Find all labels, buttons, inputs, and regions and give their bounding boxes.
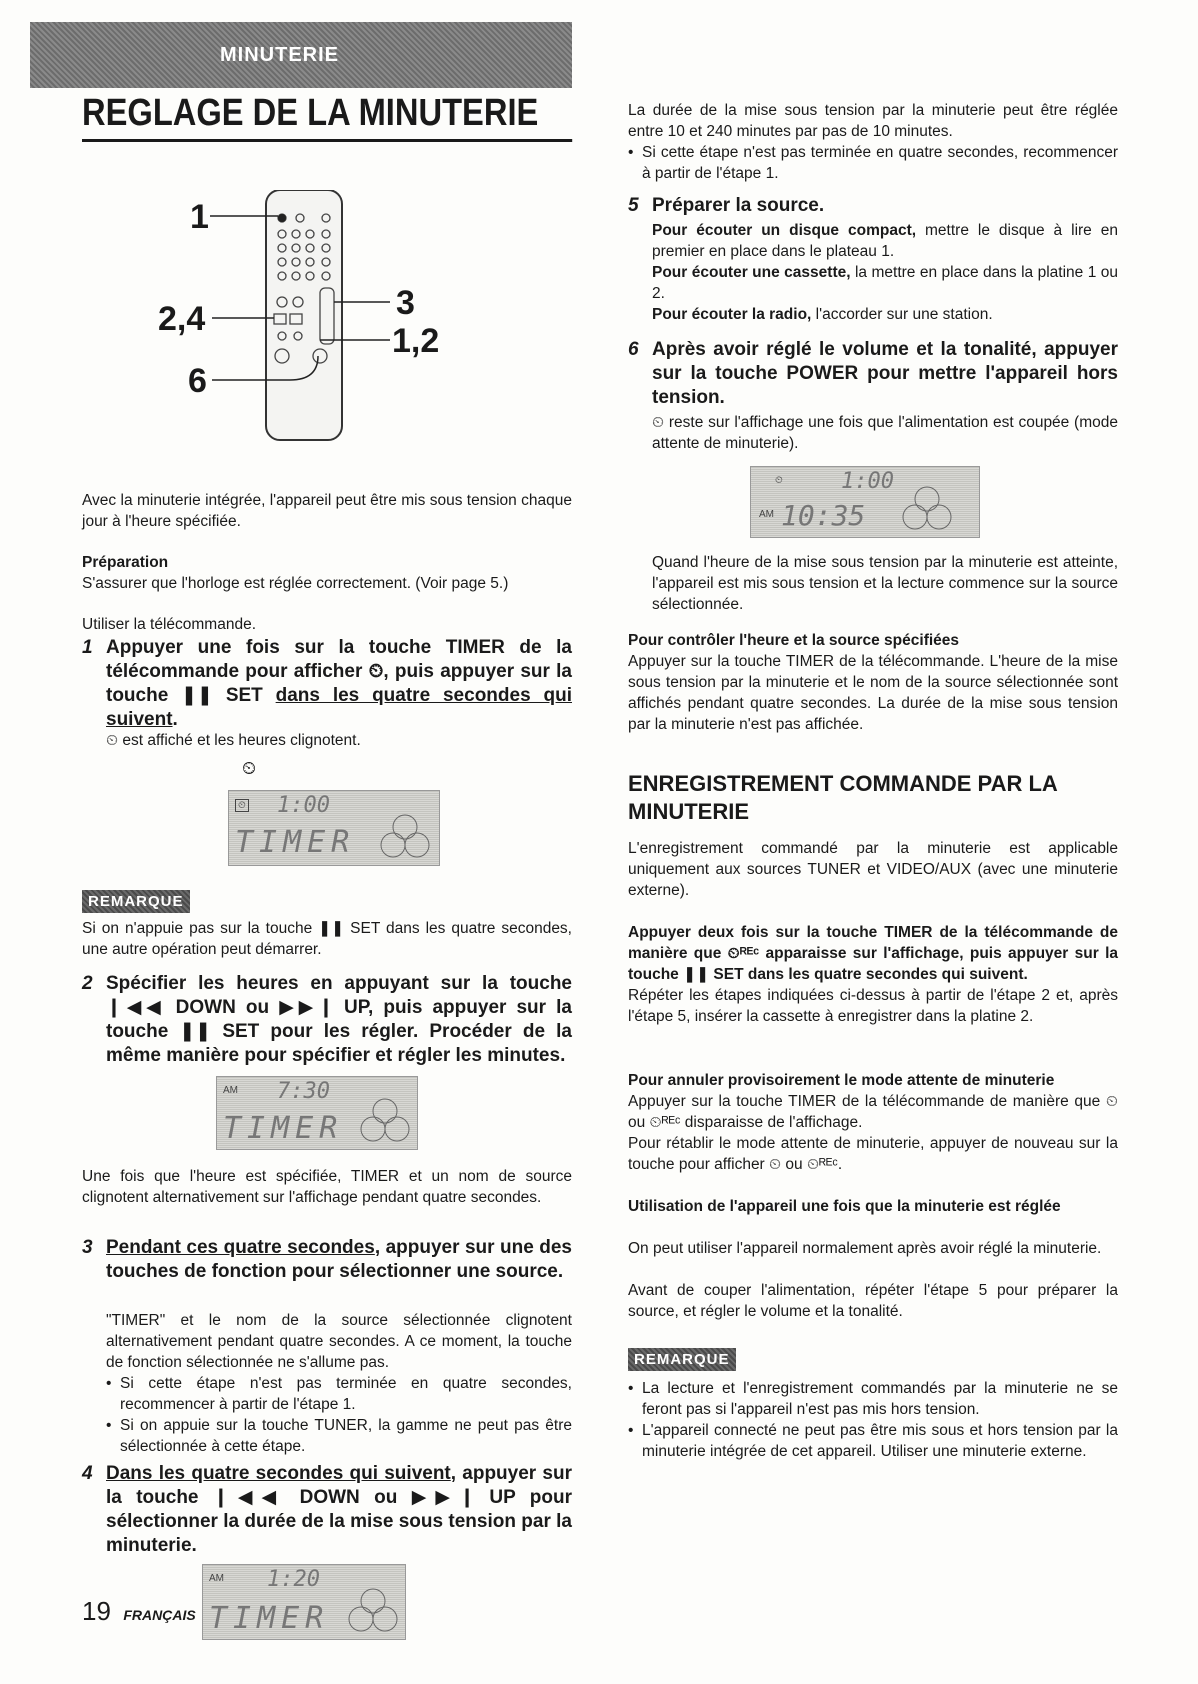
disc-indicator-icon <box>359 1097 411 1143</box>
source-radio <box>628 304 1118 325</box>
source-cassette-text: la mettre en place dans la platine 1 ou 2. <box>652 264 1118 302</box>
recording-intro: L'enregistrement commandé par la minuterie est applicable uniquement aux sources TUNER et VIDEO/AUX (avec une minuterie externe). <box>628 840 1118 899</box>
source-cassette <box>628 262 1118 304</box>
source-cd-lead: Pour écouter un disque compact, <box>652 222 917 239</box>
usage-text-1: On peut utiliser l'appareil normalement après avoir réglé la minuterie. <box>628 1240 1102 1257</box>
step-4-text: , appuyer sur la touche ❙◀◀ DOWN ou ▶▶❙ UP pour sélectionner la durée de la mise sous tension par la minuterie. <box>106 1463 572 1556</box>
lcd-4-main: 10:35 <box>781 499 866 532</box>
remarque-2-bullet-1: • La lecture et l'enregistrement commandés par la minuterie ne se feront pas si l'appareil n'est pas mis hors tension. <box>628 1378 1118 1420</box>
lcd-1-top-digits: 1:00 <box>277 793 330 818</box>
remote-illustration <box>158 190 470 450</box>
cancel-text-1: Appuyer sur la touche TIMER de la télécommande de manière que ⏲ ou ⏲ᴿᴱᶜ disparaisse de l'affichage. <box>628 1093 1118 1131</box>
remarque-badge-2 <box>628 1348 736 1371</box>
recording-text: Répéter les étapes indiquées ci-dessus à partir de l'étape 2 et, après l'étape 5, insérer la cassette à enregistrer dans la platine 2. <box>628 987 1118 1025</box>
lcd-display-2 <box>216 1076 418 1150</box>
lcd-3-ampm: AM <box>209 1573 224 1584</box>
usage-title: Utilisation de l'appareil une fois que la minuterie est réglée <box>628 1198 1061 1215</box>
step-1 <box>82 636 572 732</box>
remote-control-icon <box>170 190 470 450</box>
recording-section-title: ENREGISTREMENT COMMANDE PAR LA MINUTERIE <box>628 771 1057 824</box>
section-banner <box>30 22 572 88</box>
step-6-number: 6 <box>628 339 639 360</box>
step-4-underlined: Dans les quatre secondes qui suivent <box>106 1463 451 1484</box>
use-remote-text: Utiliser la télécommande. <box>82 616 257 633</box>
check-title: Pour contrôler l'heure et la source spécifiées <box>628 632 960 649</box>
lcd-display-1 <box>228 790 440 866</box>
remarque-label-1: REMARQUE <box>82 890 190 913</box>
recording-instruction: Appuyer deux fois sur la touche TIMER de la télécommande de manière que ⏲ᴿᴱᶜ apparaisse sur l'affichage, puis appuyer sur la touche ❚❚ SET dans les quatre secondes qui suivent. <box>628 924 1118 983</box>
step-2-text: Spécifier les heures en appuyant sur la touche ❙◀◀ DOWN ou ▶▶❙ UP, puis appuyer sur la touche ❚❚ SET pour les régler. Procéder de la même manière pour spécifier et régler les minutes. <box>106 973 572 1066</box>
usage-text-2: Avant de couper l'alimentation, répéter l'étape 5 pour préparer la source, et régler le volume et la tonalité. <box>628 1282 1118 1320</box>
step-5-number: 5 <box>628 195 639 216</box>
step-6-note: ⏲ reste sur l'affichage une fois que l'alimentation est coupée (mode attente de minuterie). <box>652 414 1118 452</box>
duration-bullet: • Si cette étape n'est pas terminée en quatre secondes, recommencer à partir de l'étape 1. <box>628 142 1118 184</box>
intro-text: Avec la minuterie intégrée, l'appareil peut être mis sous tension chaque jour à l'heure spécifiée. <box>82 492 572 530</box>
remote-label-2-4: 2,4 <box>158 300 206 338</box>
disc-indicator-icon <box>379 813 431 859</box>
cancel-text-2: Pour rétablir le mode attente de minuterie, appuyer de nouveau sur la touche pour afficher ⏲ ou ⏲ᴿᴱᶜ. <box>628 1135 1118 1173</box>
preparation-text: S'assurer que l'horloge est réglée correctement. (Voir page 5.) <box>82 575 509 592</box>
lcd-timer-icon: ⏲ <box>235 799 249 812</box>
step-2-number: 2 <box>82 973 93 994</box>
step-1-number: 1 <box>82 637 93 658</box>
step-6 <box>628 338 1118 410</box>
step-1-note: ⏲ est affiché et les heures clignotent. <box>106 732 361 749</box>
step-2-note: Une fois que l'heure est spécifiée, TIMER et un nom de source clignotent alternativement sur l'affichage pendant quatre secondes. <box>82 1168 572 1206</box>
remarque-2-bullet-2: • L'appareil connecté ne peut pas être mis sous et hors tension par la minuterie intégrée de cet appareil. Utiliser une minuterie externe. <box>628 1420 1118 1462</box>
lcd-2-ampm: AM <box>223 1085 238 1096</box>
lcd-3-main: TIMER <box>209 1601 330 1636</box>
source-radio-text: l'accorder sur une station. <box>811 306 993 323</box>
step-3-number: 3 <box>82 1237 93 1258</box>
remote-label-6: 6 <box>188 362 207 400</box>
source-cd <box>628 220 1118 262</box>
step-5-text: Préparer la source. <box>652 195 825 216</box>
lcd-4-timer-icon: ⏲ <box>775 475 783 486</box>
timer-symbol: ⏲ <box>242 758 257 778</box>
lcd-3-top-digits: 1:20 <box>267 1567 320 1592</box>
page-footer <box>82 1596 196 1627</box>
preparation-title: Préparation <box>82 554 169 571</box>
step-3-bullet-2: • Si on appuie sur la touche TUNER, la gamme ne peut pas être sélectionnée à cette étape. <box>106 1415 572 1457</box>
source-radio-lead: Pour écouter la radio, <box>652 306 812 323</box>
lcd-display-4 <box>750 466 980 538</box>
lcd-display-3 <box>202 1564 406 1640</box>
lcd-4-top-digits: 1:00 <box>841 469 894 494</box>
step-2 <box>82 972 572 1068</box>
step-3 <box>82 1236 572 1284</box>
step-1-end: . <box>172 709 178 730</box>
language-label: FRANÇAIS <box>123 1607 196 1623</box>
duration-text: La durée de la mise sous tension par la minuterie peut être réglée entre 10 et 240 minutes par pas de 10 minutes. <box>628 102 1118 140</box>
source-cd-text: mettre le disque à lire en premier en place dans le plateau 1. <box>652 222 1118 260</box>
remarque-1-text: Si on n'appuie pas sur la touche ❚❚ SET dans les quatre secondes, une autre opération peut démarrer. <box>82 920 572 958</box>
step-3-underlined: Pendant ces quatre secondes <box>106 1237 375 1258</box>
step-6-text: Après avoir réglé le volume et la tonalité, appuyer sur la touche POWER pour mettre l'appareil hors tension. <box>652 339 1118 408</box>
remarque-label-2: REMARQUE <box>628 1348 736 1371</box>
remarque-badge-1 <box>82 890 190 913</box>
check-text: Appuyer sur la touche TIMER de la télécommande. L'heure de la mise sous tension par la minuterie et le nom de la source sélectionnée sont affichés pendant quatre secondes. La durée de la mise sous tension par la minuterie n'est pas affichée. <box>628 653 1118 733</box>
cancel-title: Pour annuler provisoirement le mode attente de minuterie <box>628 1072 1055 1089</box>
step-4 <box>82 1462 572 1558</box>
step-1-underlined: dans les quatre secondes qui suivent <box>106 685 572 730</box>
source-cassette-lead: Pour écouter une cassette, <box>652 264 851 281</box>
step-3-text: , appuyer sur une des touches de fonction pour sélectionner une source. <box>106 1237 572 1282</box>
remote-label-1: 1 <box>190 198 209 236</box>
lcd-1-main: TIMER <box>235 825 356 860</box>
page-number: 19 <box>82 1596 111 1626</box>
page-title: REGLAGE DE LA MINUTERIE <box>82 92 572 142</box>
banner-label: MINUTERIE <box>220 44 339 66</box>
step-3-note: "TIMER" et le nom de la source sélectionnée clignotent alternativement pendant quatre secondes. A ce moment, la touche de fonction sélectionnée ne s'allume pas. <box>106 1312 572 1371</box>
step-4-number: 4 <box>82 1463 93 1484</box>
step-1-text: Appuyer une fois sur la touche TIMER de la télécommande pour afficher ⏲, puis appuyer sur la touche ❚❚ SET <box>106 637 572 706</box>
disc-indicator-icon <box>347 1587 399 1633</box>
remote-label-1-2: 1,2 <box>392 322 440 360</box>
remote-label-3: 3 <box>396 284 415 322</box>
lcd-2-main: TIMER <box>223 1111 344 1146</box>
lcd-2-top-digits: 7:30 <box>277 1079 330 1104</box>
lcd-4-caption: Quand l'heure de la mise sous tension par la minuterie est atteinte, l'appareil est mis sous tension et la lecture commence sur la source sélectionnée. <box>652 554 1118 613</box>
lcd-4-ampm: AM <box>759 509 774 520</box>
disc-indicator-icon <box>901 485 953 531</box>
step-5 <box>628 194 1118 218</box>
step-3-bullet-1: • Si cette étape n'est pas terminée en quatre secondes, recommencer à partir de l'étape 1. <box>106 1373 572 1415</box>
